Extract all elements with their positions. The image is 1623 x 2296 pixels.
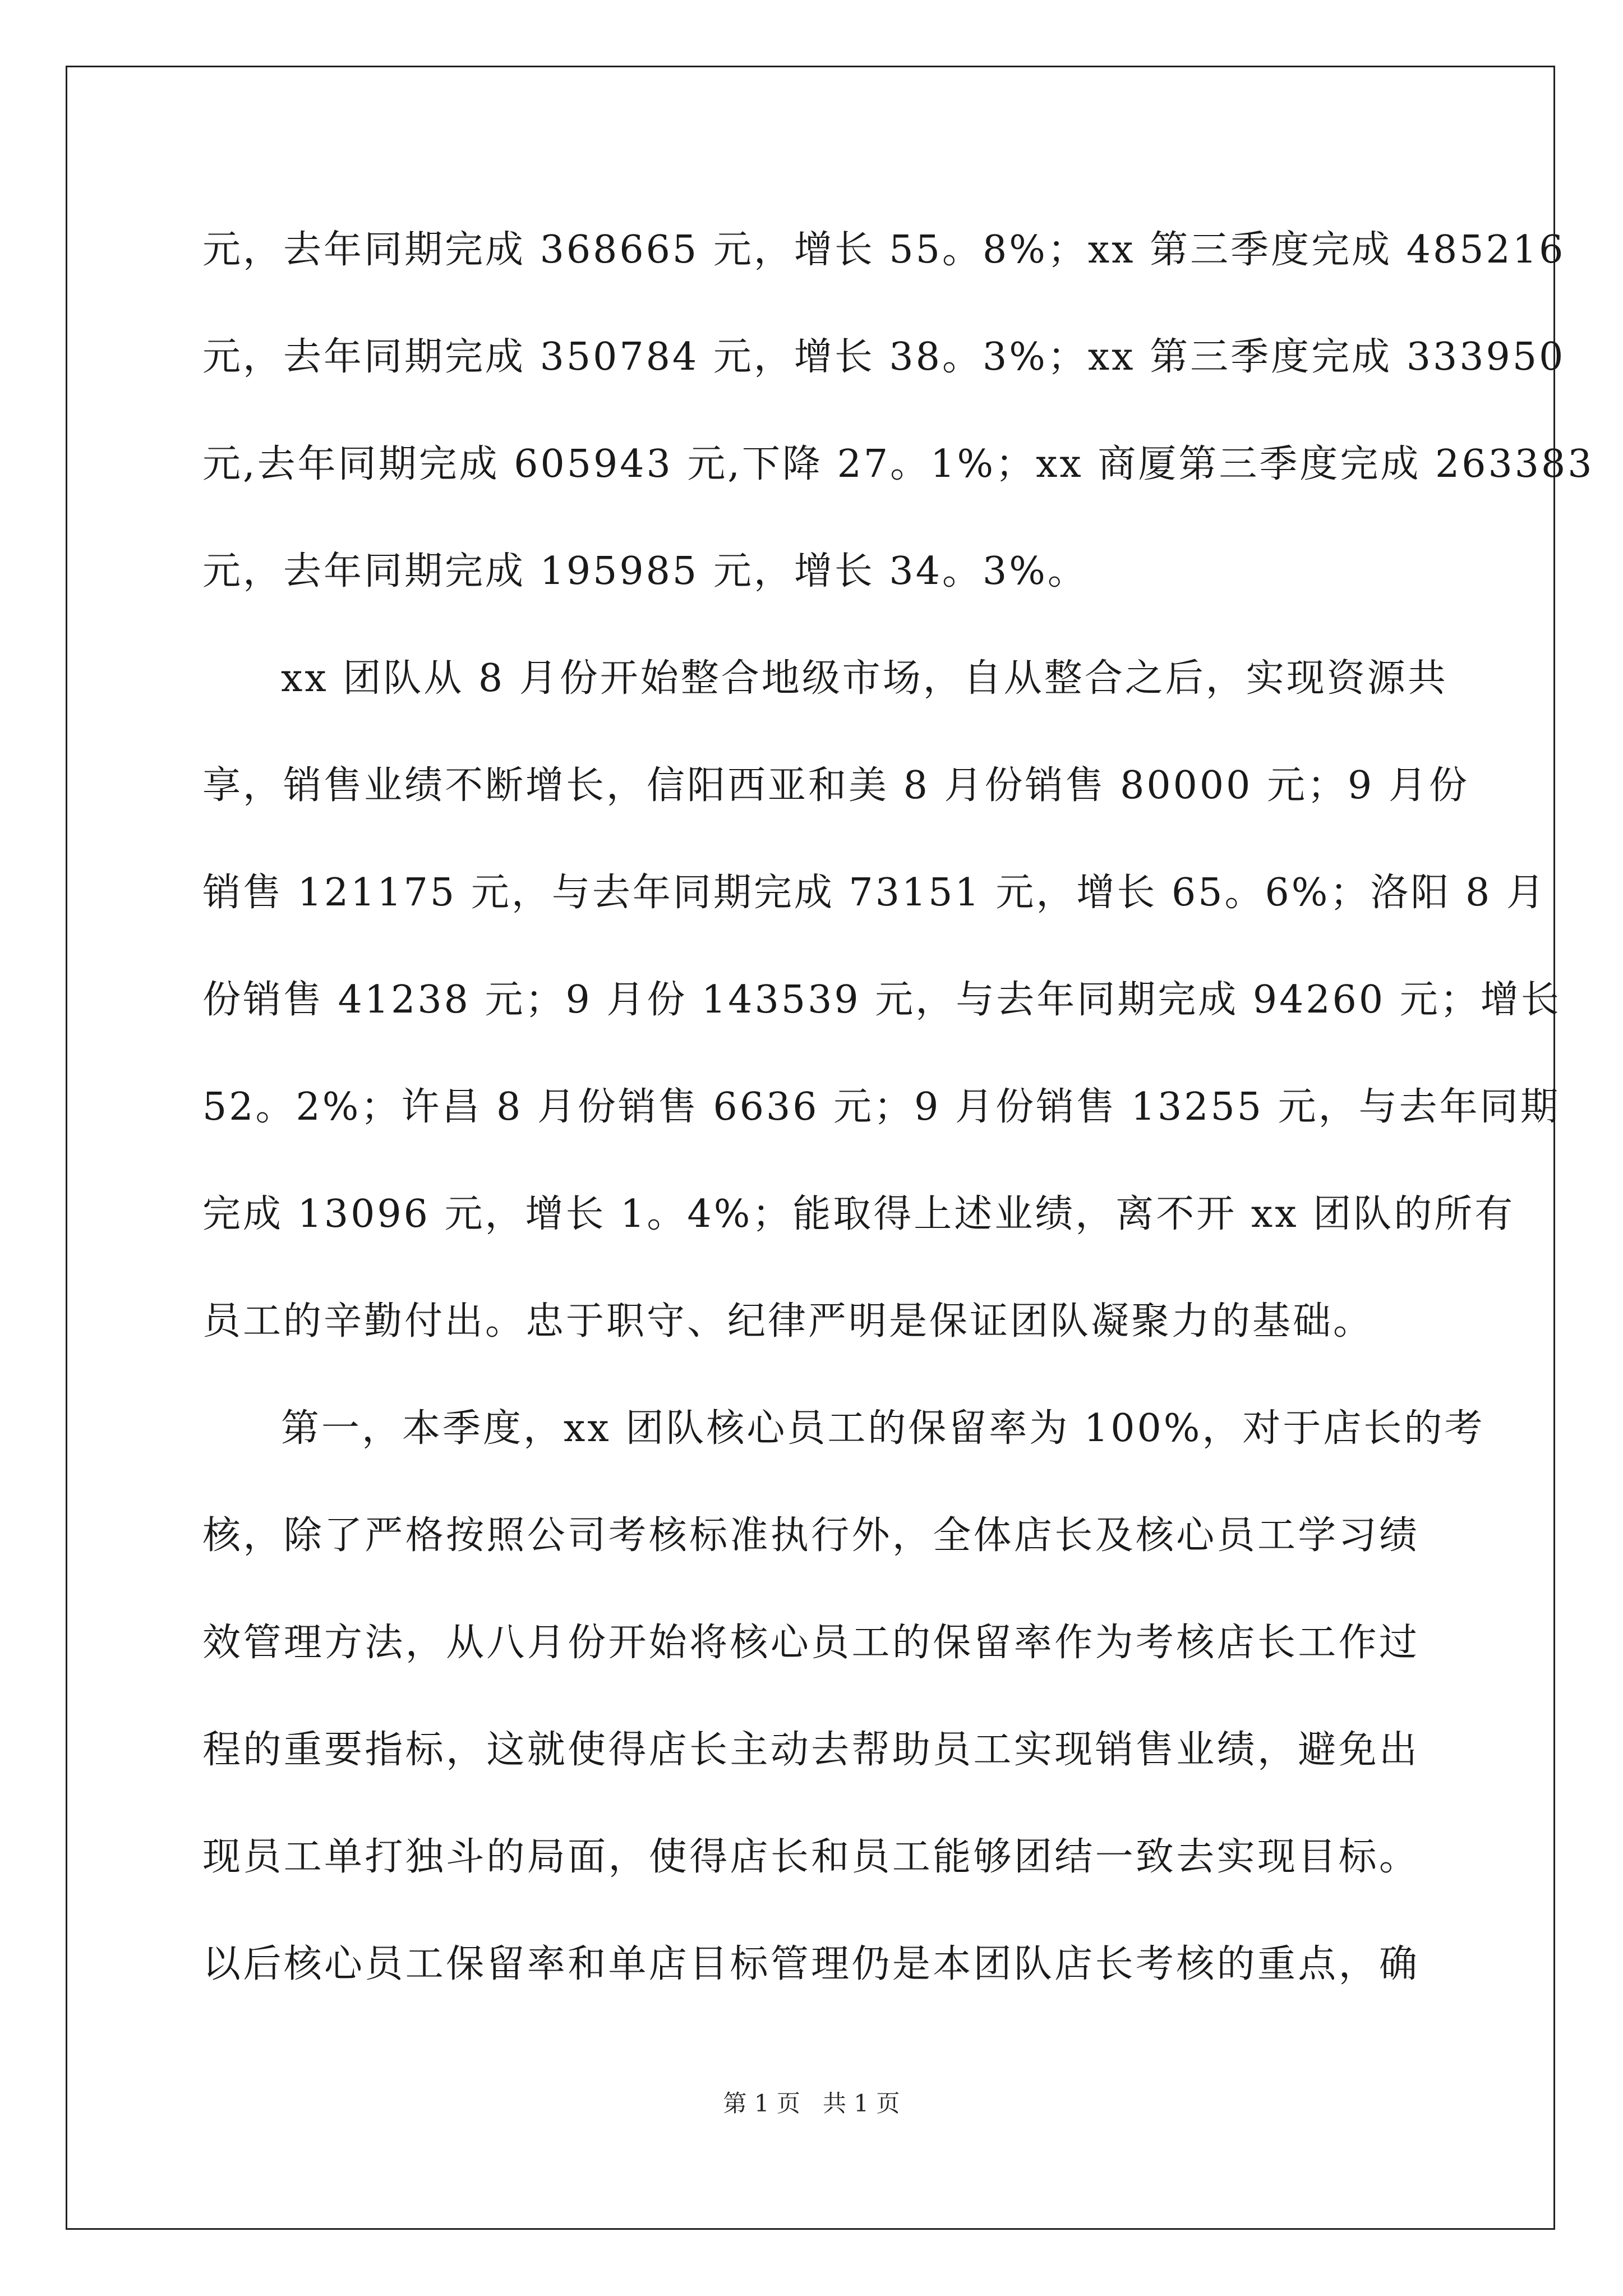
text-line: 程的重要指标，这就使得店长主动去帮助员工实现销售业绩，避免出 bbox=[202, 1728, 1419, 1772]
text-line: 以后核心员工保留率和单店目标管理仍是本团队店长考核的重点，确 bbox=[202, 1942, 1419, 1986]
text-line: 元，去年同期完成 195985 元，增长 34。3%。 bbox=[202, 549, 1088, 593]
text-line: 享，销售业绩不断增长，信阳西亚和美 8 月份销售 80000 元；9 月份 bbox=[202, 763, 1469, 808]
text-line: 52。2%；许昌 8 月份销售 6636 元；9 月份销售 13255 元，与去年同期 bbox=[202, 1085, 1561, 1129]
text-line: 份销售 41238 元；9 月份 143539 元，与去年同期完成 94260 元；增长 bbox=[202, 978, 1561, 1022]
paragraph-first-line: 第一，本季度，xx 团队核心员工的保留率为 100%，对于店长的考 bbox=[281, 1406, 1485, 1451]
page-total: 共 1 页 bbox=[823, 2090, 900, 2117]
paragraph-first-line: xx 团队从 8 月份开始整合地级市场，自从整合之后，实现资源共 bbox=[281, 656, 1448, 701]
text-line: 完成 13096 元，增长 1。4%；能取得上述业绩，离不开 xx 团队的所有 bbox=[202, 1192, 1515, 1236]
page-number: 第 1 页 bbox=[723, 2090, 800, 2117]
text-line: 核，除了严格按照公司考核标准执行外，全体店长及核心员工学习绩 bbox=[202, 1513, 1419, 1558]
text-line: 员工的辛勤付出。忠于职守、纪律严明是保证团队凝聚力的基础。 bbox=[202, 1299, 1374, 1343]
text-line: 现员工单打独斗的局面，使得店长和员工能够团结一致去实现目标。 bbox=[202, 1835, 1419, 1879]
text-line: 元,去年同期完成 605943 元,下降 27。1%；xx 商厦第三季度完成 263383 bbox=[202, 442, 1594, 486]
page-footer bbox=[0, 2087, 1623, 2120]
text-line: 销售 121175 元，与去年同期完成 73151 元，增长 65。6%；洛阳 8 月 bbox=[202, 871, 1547, 915]
text-line: 元，去年同期完成 350784 元，增长 38。3%；xx 第三季度完成 333950 bbox=[202, 335, 1566, 379]
text-line: 效管理方法，从八月份开始将核心员工的保留率作为考核店长工作过 bbox=[202, 1621, 1419, 1665]
text-line: 元，去年同期完成 368665 元，增长 55。8%；xx 第三季度完成 485216 bbox=[202, 228, 1566, 272]
